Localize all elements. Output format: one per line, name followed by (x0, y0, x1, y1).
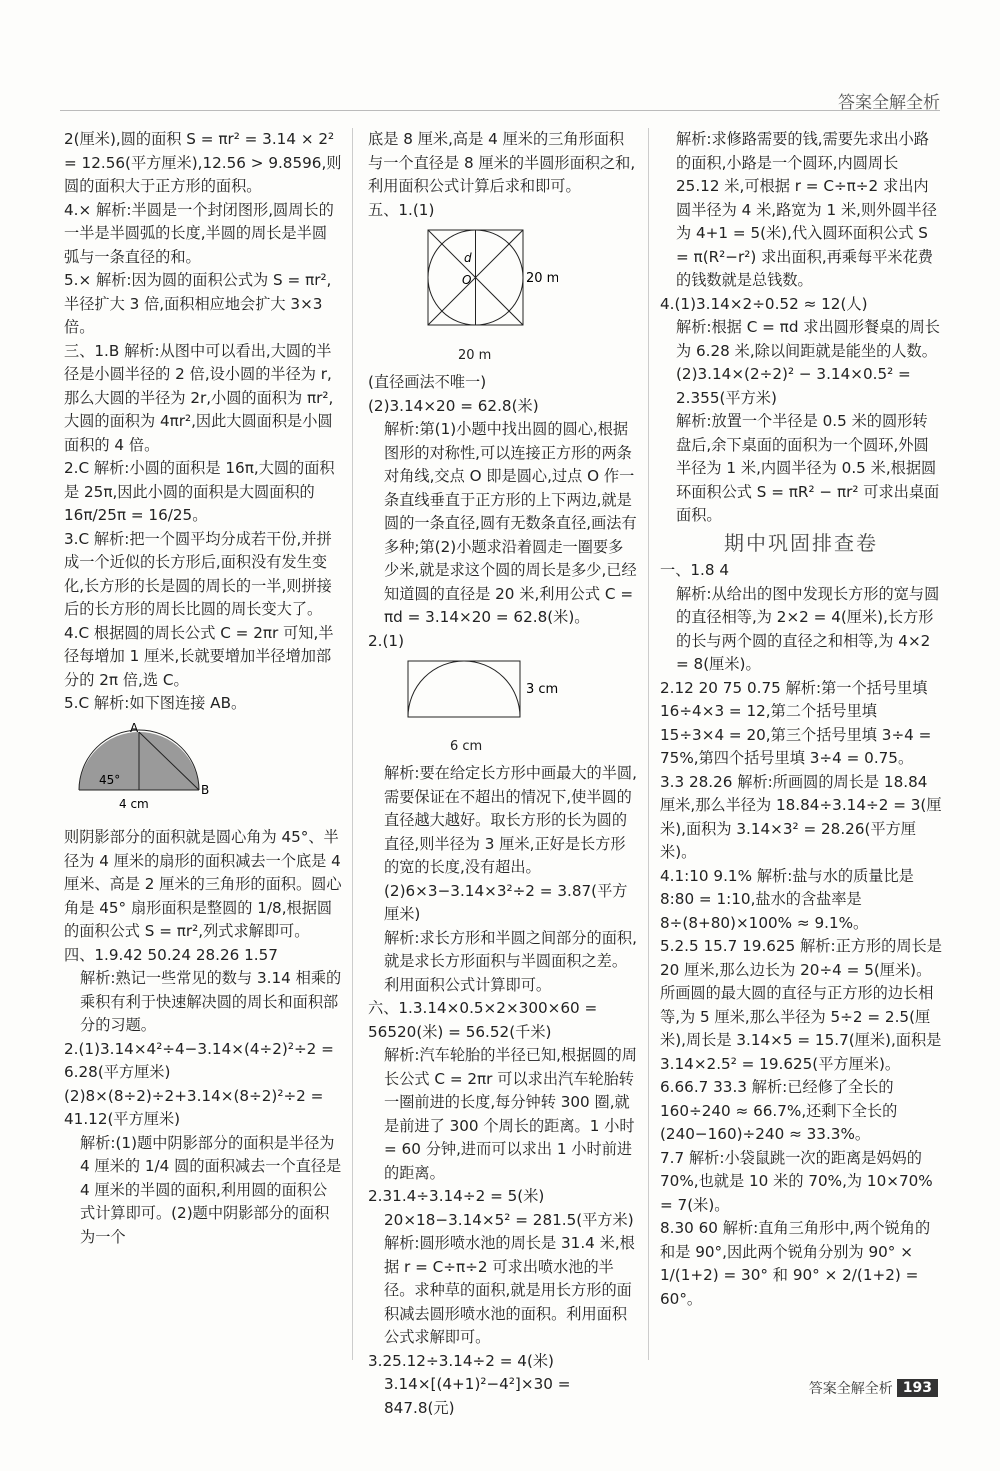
paragraph: 2(厘米),圆的面积 S = πr² = 3.14 × 2² = 12.56(平方厘米),12.56 > 9.8596,则圆的面积大于正方形的面积。 (64, 130, 342, 195)
paragraph: 5.2.5 15.7 19.625 解析:正方形的周长是 20 厘米,那么边长为 20÷4 = 5(厘米)。所画圆的最大圆的直径与正方形的边长相等,为 5 厘米,那么半径为 5÷2 = 2.5(厘米),周长是 3.14×5 = 15.7(厘米),面积是 3.14×2.5² = 19.625(平方厘米)。 (660, 937, 942, 1073)
section-title: 期中巩固排查卷 (724, 530, 878, 555)
square-circle-figure (368, 226, 638, 367)
label-o: O (462, 273, 472, 287)
paragraph: 解析:(1)题中阴影部分的面积是半径为 4 厘米的 1/4 圆的面积减去一个直径是 4 厘米的半圆的面积,利用圆的面积公式计算即可。(2)题中阴影部分的面积为一个 (80, 1133, 342, 1246)
paragraph: 一、1.8 4 (660, 561, 730, 579)
paragraph: 解析:从给出的图中发现长方形的宽与圆的直径相等,为 2×2 = 4(厘米),长方形的长与两个圆的直径之和相等,为 4×2 = 8(厘米)。 (676, 584, 940, 673)
paragraph: 解析:第(1)小题中找出圆的圆心,根据图形的对称性,可以连接正方形的两条对角线,交点 O 即是圆心,过点 O 作一条直线垂直于正方形的上下两边,就是圆的一条直径,圆有无数条直径,画法有多种;第(2)小题求沿着圆走一圈要多少米,就是求这个圆的周长是多少,已经知道圆的直径是 20 米,利用公式 C = πd = 3.14×20 = 62.8(米)。 (384, 420, 637, 626)
paragraph: 解析:要在给定长方形中画最大的半圆,需要保证在不超出的情况下,使半圆的直径越大越好。取长方形的长为圆的直径,则半径为 3 厘米,正好是长方形的宽的长度,没有超出。 (384, 764, 637, 876)
paragraph: 7.7 解析:小袋鼠跳一次的距离是妈妈的 70%,也就是 10 米的 70%,为 10×70% = 7(米)。 (660, 1148, 933, 1214)
paragraph: 解析:圆形喷水池的周长是 31.4 米,根据 r = C÷π÷2 可求出喷水池的半径。求种草的面积,就是用长方形的面积减去圆形喷水池的面积。利用面积公式求解即可。 (384, 1234, 635, 1346)
paragraph: 四、1.9.42 50.24 28.26 1.57 (64, 945, 278, 964)
paragraph: 4.1:10 9.1% 解析:盐与水的质量比是 8:80 = 1:10,盐水的含盐率是 8÷(8+80)×100% ≈ 9.1%。 (660, 866, 914, 932)
paragraph: (2)8×(8÷2)÷2+3.14×(8÷2)²÷2 = 41.12(平方厘米) (64, 1086, 324, 1128)
label-d: d (464, 251, 472, 265)
paragraph: 4.C 根据圆的周长公式 C = 2πr 可知,半径每增加 1 厘米,长就要增加半径增加部分的 2π 倍,选 C。 (64, 623, 334, 689)
paragraph: 五、1.(1) (368, 200, 435, 219)
paragraph: 2.(1) (368, 631, 405, 650)
paragraph: 解析:放置一个半径是 0.5 米的圆形转盘后,余下桌面的面积为一个圆环,外圆半径为 1 米,内圆半径为 0.5 米,根据圆环面积公式 S = πR² − πr² 可求出桌面面积。 (676, 412, 940, 524)
paragraph: 解析:熟记一些常见的数与 3.14 相乘的乘积有利于快速解决圆的周长和面积部分的习题。 (80, 969, 342, 1034)
base-label: 4 cm (119, 796, 149, 811)
column-2 (368, 128, 638, 1420)
paragraph: 3.3 28.26 解析:所画圆的周长是 18.84 厘米,那么半径为 18.84÷3.14÷2 = 3(厘米),面积为 3.14×3² = 28.26(平方厘米)。 (660, 772, 942, 861)
paragraph: (直径画法不唯一) (368, 373, 487, 391)
column-1 (64, 128, 342, 1249)
paragraph: (2)6×3−3.14×3²÷2 = 3.87(平方厘米) (384, 881, 628, 923)
paragraph: 5.× 解析:因为圆的面积公式为 S = πr²,半径扩大 3 倍,面积相应地会扩大 3×3 倍。 (64, 271, 332, 336)
paragraph: 3.25.12÷3.14÷2 = 4(米) (368, 1351, 554, 1370)
page-number: 193 (897, 1379, 938, 1397)
column-divider (352, 128, 353, 1360)
paragraph: 4.(1)3.14×2÷0.52 ≈ 12(人) (660, 294, 868, 313)
header-title: 答案全解全析 (838, 93, 940, 113)
sector-figure (64, 720, 342, 823)
paragraph: 8.30 60 解析:直角三角形中,两个锐角的和是 90°,因此两个锐角分别为 90° × 1/(1+2) = 30° 和 90° × 2/(1+2) = 60°。 (660, 1219, 931, 1308)
paragraph: 20×18−3.14×5² = 281.5(平方米) (384, 1210, 634, 1229)
footer-label: 答案全解全析 (808, 1381, 893, 1397)
paragraph: 2.C 解析:小圆的面积是 16π,大圆的面积是 25π,因此小圆的面积是大圆面积的 16π/25π = 16/25。 (64, 459, 335, 524)
bottom-label: 6 cm (450, 738, 483, 754)
header-divider (60, 110, 940, 111)
paragraph: 6.66.7 33.3 解析:已经修了全长的 160÷240 ≈ 66.7%,还剩下全长的 (240−160)÷240 ≈ 33.3%。 (660, 1078, 898, 1143)
angle-label: 45° (99, 772, 121, 787)
column-3 (660, 128, 942, 1311)
paragraph: 底是 8 厘米,高是 4 厘米的三角形面积与一个直径是 8 厘米的半圆形面积之和,利用面积公式计算后求和即可。 (368, 130, 636, 195)
paragraph: 2.(1)3.14×4²÷4−3.14×(4÷2)²÷2 = 6.28(平方厘米) (64, 1039, 334, 1081)
paragraph: 解析:求修路需要的钱,需要先求出小路的面积,小路是一个圆环,内圆周长 25.12 米,可根据 r = C÷π÷2 求出内圆半径为 4 米,路宽为 1 米,则外圆半径为 4+1 = 5(米),代入圆环面积公式 S = π(R²−r²) 求出面积,再乘每平米花费的钱数就是总钱数。 (676, 130, 937, 289)
page-footer (809, 1378, 938, 1398)
paragraph: (2)3.14×20 = 62.8(米) (368, 396, 539, 415)
label-a: A (130, 720, 139, 735)
paragraph: 解析:汽车轮胎的半径已知,根据圆的周长公式 C = 2πr 可以求出汽车轮胎转一圈前进的长度,每分钟转 300 圈,就是前进了 300 个周长的距离。1 小时 = 60 分钟,进而可以求出 1 小时前进的距离。 (384, 1046, 637, 1182)
paragraph: 六、1.3.14×0.5×2×300×60 = 56520(米) = 56.52(千米) (368, 999, 598, 1041)
paragraph: 2.12 20 75 0.75 解析:第一个括号里填 16÷4×3 = 12,第二个括号里填 15÷3×4 = 20,第三个括号里填 3÷4 = 75%,第四个括号里填 3÷4 = 0.75。 (660, 678, 932, 767)
side-label: 20 m (526, 271, 558, 286)
paragraph: 解析:根据 C = πd 求出圆形餐桌的周长为 6.28 米,除以间距就是能坐的人数。 (676, 318, 940, 360)
paragraph: 则阴影部分的面积就是圆心角为 45°、半径为 4 厘米的扇形的面积减去一个底是 4 厘米、高是 2 厘米的三角形的面积。圆心角是 45° 扇形面积是整圆的 1/8,根据圆的面积公式 S = πr²,列式求解即可。 (64, 828, 342, 940)
paragraph: 3.14×[(4+1)²−4²]×30 = 847.8(元) (384, 1375, 571, 1417)
paragraph: 5.C 解析:如下图连接 AB。 (64, 694, 247, 712)
side-label: 3 cm (526, 682, 559, 697)
paragraph: 4.× 解析:半圆是一个封闭图形,圆周长的一半是半圆弧的长度,半圆的周长是半圆弧与一条直径的和。 (64, 200, 334, 266)
paragraph: 解析:求长方形和半圆之间部分的面积,就是求长方形面积与半圆面积之差。利用面积公式计算即可。 (384, 928, 637, 994)
paragraph: (2)3.14×(2÷2)² − 3.14×0.5² = 2.355(平方米) (676, 365, 911, 407)
paragraph: 三、1.B 解析:从图中可以看出,大圆的半径是小圆半径的 2 倍,设小圆的半径为 r,那么大圆的半径为 2r,小圆的面积为 πr²,大圆的面积为 4πr²,因此大圆面积是小圆面积的 4 倍。 (64, 341, 334, 454)
paragraph: 3.C 解析:把一个圆平均分成若干份,并拼成一个近似的长方形后,面积没有发生变化,长方形的长是圆的周长的一半,则拼接后的长方形的周长比圆的周长变大了。 (64, 529, 332, 618)
paragraph: 2.31.4÷3.14÷2 = 5(米) (368, 1187, 545, 1205)
column-divider (648, 128, 649, 1360)
bottom-label: 20 m (458, 347, 492, 363)
label-b: B (201, 782, 210, 797)
rect-semicircle-figure (368, 657, 638, 758)
